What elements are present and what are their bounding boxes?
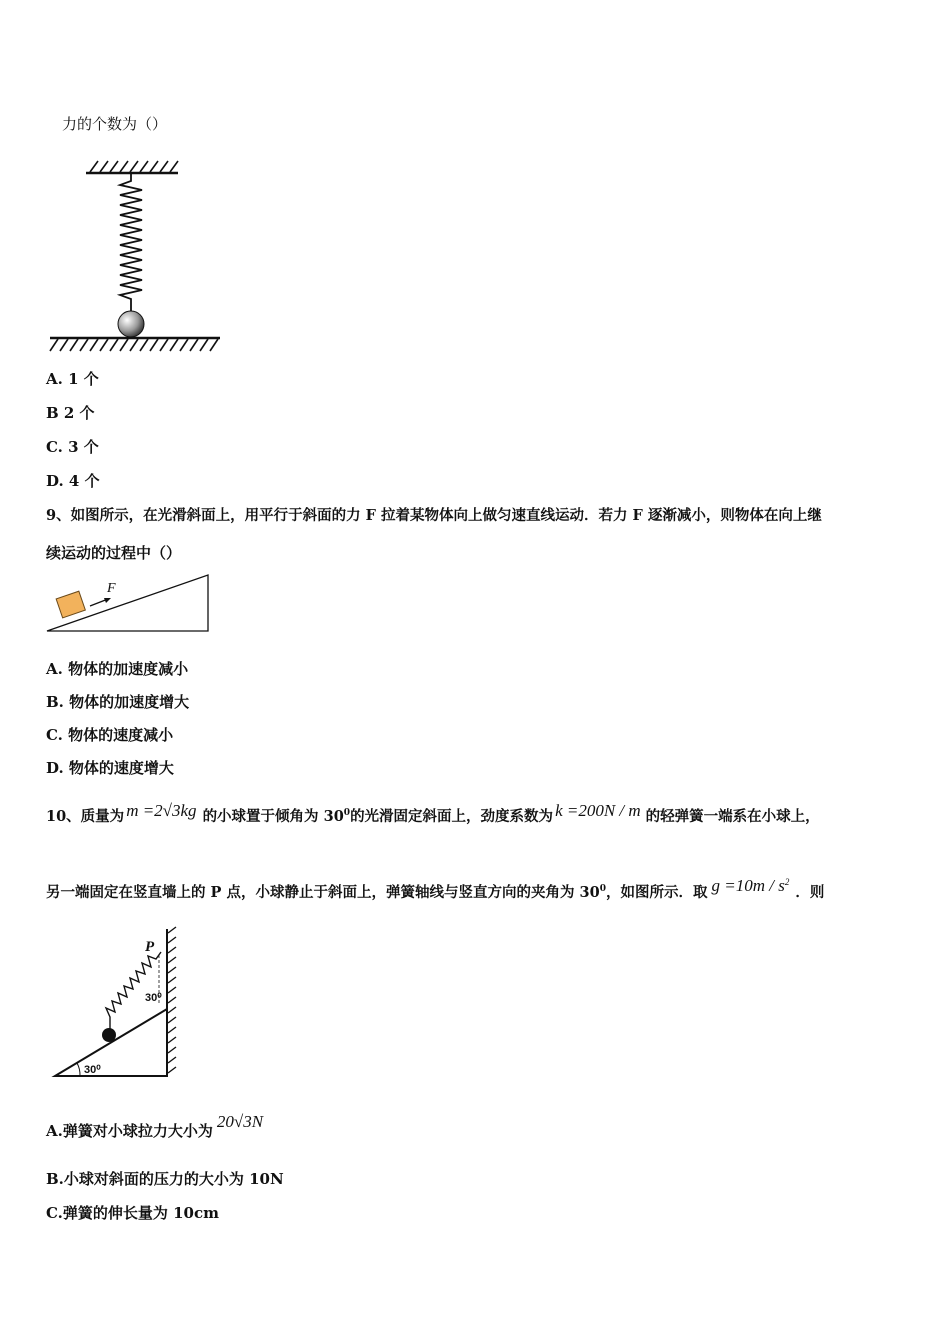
- q10-l2-deg: 0: [599, 884, 606, 894]
- q9-option-a: A. 物体的加速度减小: [46, 660, 189, 678]
- q10-option-b: B.小球对斜面的压力的大小为 10N: [46, 1170, 284, 1188]
- q10-l2-c: ．则: [795, 884, 825, 901]
- q9-option-b: B. 物体的加速度增大: [46, 693, 190, 711]
- wall-spring-incline-figure: [50, 925, 190, 1083]
- q10-option-c: C.弹簧的伸长量为 10cm: [46, 1204, 219, 1222]
- q10-l1-b: 的小球置于倾角为 30: [202, 808, 344, 825]
- angle-label-bottom: 30⁰: [84, 1064, 101, 1076]
- q10-stem-line2: [46, 878, 824, 903]
- spring-ball-figure: [40, 155, 230, 355]
- q9-stem-line1: 9、如图所示，在光滑斜面上，用平行于斜面的力 F 拉着某物体向上做匀速直线运动．若力 F 逐渐减小，则物体在向上继: [46, 507, 822, 524]
- q9-option-c: C. 物体的速度减小: [46, 726, 174, 744]
- q10-l2-b: ，如图所示．取: [606, 884, 708, 901]
- q8-option-d: D. 4 个: [46, 472, 100, 490]
- q9-option-d: D. 物体的速度增大: [46, 759, 174, 777]
- q10-option-a: [46, 1112, 264, 1141]
- mass-formula: m =2√3kg: [126, 801, 197, 820]
- q10-l1-a: 10、质量为: [46, 808, 125, 825]
- q10-stem-line1: [46, 803, 820, 827]
- block: [56, 591, 85, 618]
- q8-option-b: B 2 个: [46, 404, 95, 422]
- angle-label-top: 30⁰: [145, 992, 162, 1004]
- spring-constant-formula: k =200N / m: [555, 801, 641, 820]
- label-p: P: [145, 939, 155, 955]
- q10-l1-deg: 0: [343, 808, 351, 818]
- gravity-formula-exp: 2: [784, 877, 790, 887]
- q10-l2-a: 另一端固定在竖直墙上的 P 点，小球静止于斜面上，弹簧轴线与竖直方向的夹角为 30: [46, 884, 600, 901]
- force-label-f: F: [107, 581, 116, 596]
- q8-option-a: A. 1 个: [46, 370, 99, 388]
- q10-option-a-text: A.弹簧对小球拉力大小为: [46, 1122, 213, 1140]
- q8-stem-tail: 力的个数为（）: [62, 115, 168, 133]
- gravity-formula-text: g =10m / s: [711, 876, 785, 895]
- q10-l1-d: 的轻弹簧一端系在小球上，: [645, 808, 820, 825]
- q10-l1-c: 的光滑固定斜面上，劲度系数为: [350, 808, 554, 825]
- incline-block-figure: [44, 568, 214, 636]
- gravity-formula: [712, 876, 790, 895]
- q9-stem-line2: 续运动的过程中（）: [46, 544, 182, 562]
- q10-option-a-formula: 20√3N: [216, 1112, 264, 1131]
- q8-option-c: C. 3 个: [46, 438, 99, 456]
